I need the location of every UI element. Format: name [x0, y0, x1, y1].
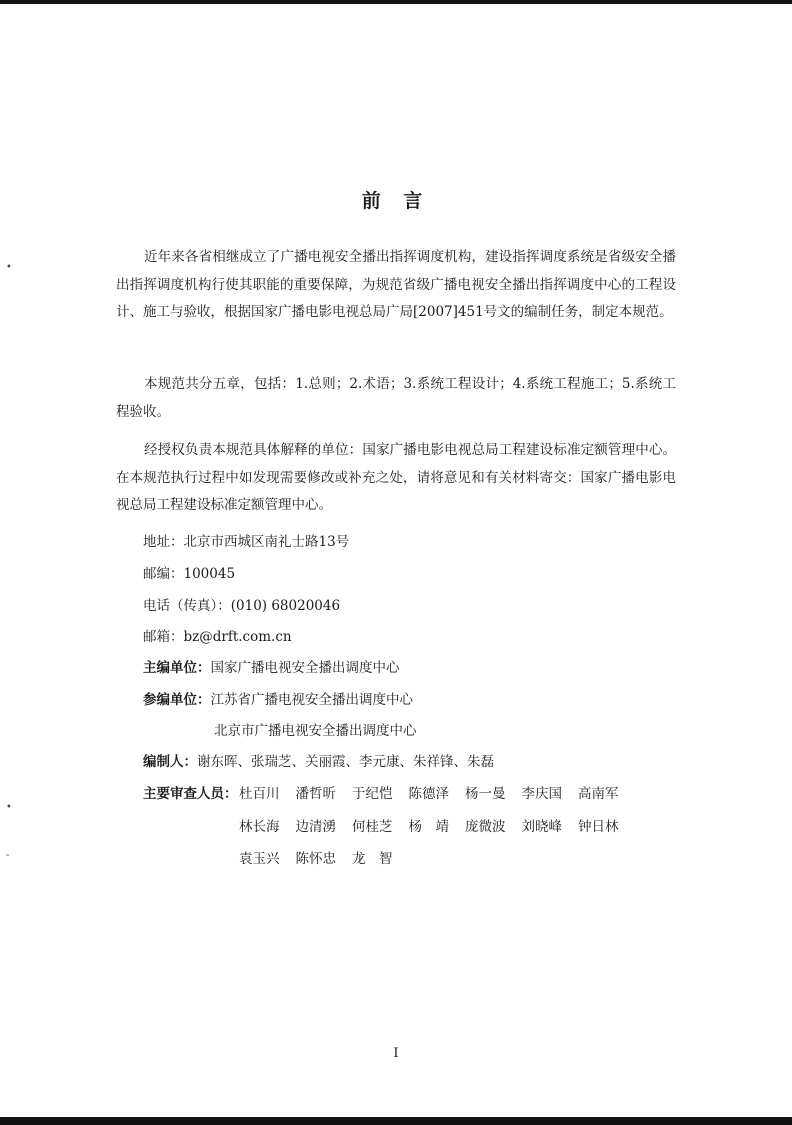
participating-editor-unit: 江苏省广播电视安全播出调度中心 [210, 692, 413, 708]
participating-editor-row [143, 688, 413, 708]
drafters-label: 编制人： [143, 754, 197, 770]
reviewer-name: 陈怀忠 [295, 851, 336, 867]
paragraph-interpretation: 经授权负责本规范具体解释的单位：国家广播电影电视总局工程建设标准定额管理中心。在本规范执行过程中如发现需要修改或补充之处，请将意见和有关材料寄交：国家广播电影电视总局工程建设标准定额管理中心。 [116, 442, 676, 513]
reviewer-name: 杨 靖 [408, 819, 449, 835]
reviewer-name: 钟日林 [578, 819, 619, 835]
scan-mark: - [6, 850, 10, 861]
contact-phone: 电话（传真）：(010) 68020046 [143, 598, 341, 614]
reviewer-name: 于纪恺 [352, 786, 393, 802]
reviewer-name: 边清湧 [295, 819, 336, 835]
reviewer-name: 杨一曼 [465, 786, 506, 802]
chief-editor-label: 主编单位： [143, 660, 211, 676]
drafters-names: 谢东晖、张瑞芝、关丽霞、李元康、朱祥锋、朱磊 [197, 754, 494, 770]
reviewers-row-1 [239, 782, 635, 802]
contact-postcode: 邮编：100045 [143, 566, 236, 582]
scan-top-edge [0, 0, 792, 4]
reviewer-name: 李庆国 [521, 786, 562, 802]
chief-editor-row [143, 656, 400, 676]
reviewer-name: 林长海 [239, 819, 280, 835]
reviewer-name: 陈德泽 [408, 786, 449, 802]
participating-editor-label: 参编单位： [143, 692, 211, 708]
chief-editor-unit: 国家广播电视安全播出调度中心 [210, 660, 400, 676]
participating-editor-unit: 北京市广播电视安全播出调度中心 [214, 723, 417, 739]
reviewer-name: 杜百川 [239, 786, 280, 802]
reviewer-name: 刘晓峰 [521, 819, 562, 835]
contact-address: 地址：北京市西城区南礼士路13号 [143, 534, 350, 550]
paragraph-background: 近年来各省相继成立了广播电视安全播出指挥调度机构，建设指挥调度系统是省级安全播出指挥调度机构行使其职能的重要保障，为规范省级广播电视安全播出指挥调度中心的工程设计、施工与验收，根据国家广播电影电视总局广局[2007]451号文的编制任务，制定本规范。 [116, 249, 676, 320]
scan-mark: • [6, 262, 12, 273]
contact-email: 邮箱：bz@drft.com.cn [143, 629, 292, 645]
reviewer-name: 何桂芝 [352, 819, 393, 835]
scan-bottom-edge [0, 1117, 792, 1125]
reviewer-name: 袁玉兴 [239, 851, 280, 867]
paragraph-chapters: 本规范共分五章，包括：1.总则；2.术语；3.系统工程设计；4.系统工程施工；5.系统工程验收。 [116, 376, 676, 420]
page-title: 前 言 [361, 190, 431, 212]
reviewer-name: 潘哲昕 [295, 786, 336, 802]
reviewer-name: 庞微波 [465, 819, 506, 835]
reviewers-row-3 [239, 847, 409, 867]
reviewers-label: 主要审查人员： [143, 786, 238, 802]
page-number: I [393, 1046, 399, 1061]
drafters-row [143, 750, 494, 770]
reviewer-name: 龙 智 [352, 851, 393, 867]
reviewer-name: 高南军 [578, 786, 619, 802]
scan-mark: • [6, 802, 12, 813]
reviewers-row-2 [239, 815, 635, 835]
